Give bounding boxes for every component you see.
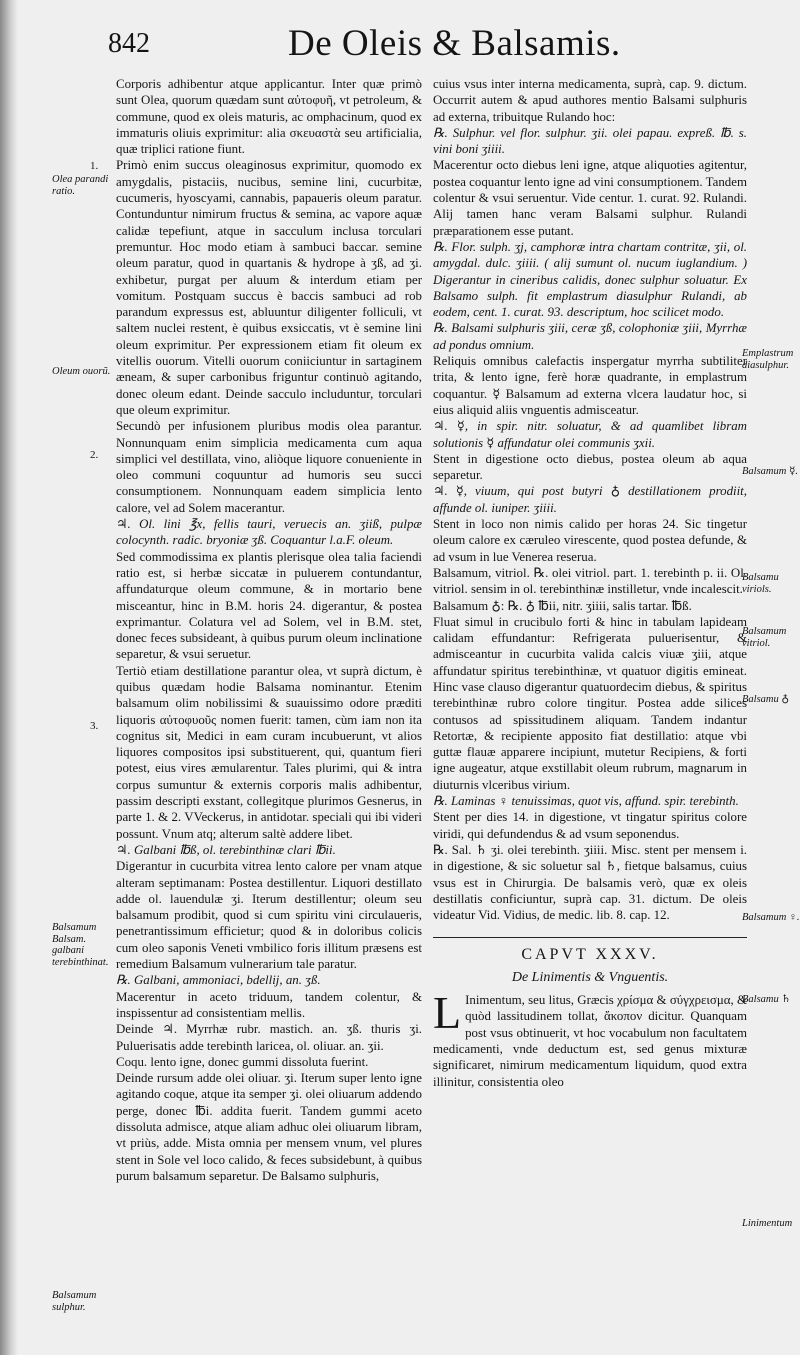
paragraph: Tertiò etiam destillatione parantur olea, vt suprà dictum, è quibus quædam hodie Balsama nominantur. Etenim balsamum olim nobilissimi & suauissimo odore præditi liquoris αὐτοφυοῦς nomen fuerit: tamen, cùm iam non ita cognitus sit, Medici in eam curam incubuerunt, vt alios liquores compositos ipsi substituerent, qui, quantum fieri potest, eius vires æmularentur. Tales plurimi, qui & intra corpus sumuntur & externis corporis malis adhibentur, passim descripti exstant, collegitque plurimos Gesnerus, in parte 1. & 2. VVeckerus, in antidotar. speciali qui ibi videri possunt. Vnum atq; alterum saltè addere libet.: [116, 663, 422, 841]
drop-cap: L: [433, 987, 462, 1039]
paragraph: Primò enim succus oleaginosus exprimitur, quomodo ex amygdalis, pistaciis, nucibus, semine lini, cucurbitæ, cucumeris, hyoscyami, cannabis, papaueris oleum paratur. Contunduntur nimirum fructus & semina, ac vapore aquæ calidæ tepefiunt, atque in sacculum inclusa torculari premuntur. Hoc modo etiam à sambuci baccar. semine oleum paratur, quod in quartanis & hydrope à ʒß, ad ʒi. exhibetur, purgat per aluum & interdum etiam per vomitum. Postquam succus è baccis sambuci ad rob parandum expressus est, abluuntur diligenter folliculi, vt saltem nuclei restent, è quibus exsiccatis, vt è semine lini oleum exprimitur. Per expressionem etiam fit oleum ex vitellis ouorum. Vitelli ouorum coniiciuntur in sartaginem æneam, & super carbonibus friguntur continuò agitando, donec oleum edant. Deinde sacculo includuntur, torculari que oleum exprimitur.: [116, 158, 422, 417]
recipe-line: ♃. Galbani ℔ß, ol. terebinthinæ clari ℔ii.: [116, 842, 336, 857]
margin-number-1: 1.: [90, 160, 99, 172]
margin-note-balsamum-mercurii: Balsamum ☿.: [742, 466, 799, 477]
chapter-opening-text: Inimentum, seu litus, Græcis χρίσμα & σύγχρεισμα, & quòd lassitudinem tollat, ἄκοπον dicitur. Quanquam post vsus obtinuerit, vt hoc vocabulum non facultatem medicamenti, vnde deductum est, sed genus mixturæ significaret, nimirum medicamentum liquidum, quod extra illinitur, consistentia oleo: [433, 993, 747, 1089]
margin-note-balsamum-sulphur: Balsamum sulphur.: [52, 1290, 97, 1313]
paragraph: Deinde ♃. Myrrhæ rubr. mastich. an. ʒß. thuris ʒi. Puluerisatis adde terebinth laricea, ol. oliuar. an. ʒii.: [116, 1022, 422, 1053]
margin-number-2: 2.: [90, 449, 99, 461]
margin-note-balsamum-veneris: Balsamum ♀.: [742, 912, 800, 923]
paragraph: Digerantur in cucurbita vitrea lento calore per vnam atque alteram septimanam: Postea destillentur. Liquori destillato adde ol. lauendulæ ʒi. Iterum destillentur; oleum seu balsamum prodibit, quod si cum spiritu vini circulaueris, penetrantissimum efficietur; quod & in doloribus colicis cum oleo saponis Veneti vmbilico foris illitum præsens est remedium Balsamum vulnerarium tale paratur.: [116, 859, 422, 972]
margin-note-balsamum-vitriol: Balsamum vitriol.: [742, 626, 787, 649]
left-text-column: [116, 76, 422, 1184]
margin-note-balsamum-viriol: Balsamu viriols.: [742, 572, 779, 595]
paragraph: cuius vsus inter interna medicamenta, suprà, cap. 9. dictum. Occurrit autem & apud authores mentio Balsami sulphuris ad externa, tribuitque Rulando hoc:: [433, 77, 747, 124]
paragraph: Sed commodissima ex plantis plerisque olea talia faciendi ratio est, si herbæ siccatæ in puluerem contundantur, affundaturque oleum commune, & in mortario bene misceantur, hinc in B.M. horis 24. digerantur, & postea exprimantur. Colatura vel ad Solem, vel in B.M. stet, donec feces subsideant, à quibus purum oleum inclinatione separetur, & vsui seruetur.: [116, 549, 422, 662]
recipe-line: ℞. Flor. sulph. ʒj, camphoræ intra chartam contritæ, ʒii, ol. amygdal. dulc. ʒiiii. ( alij sumunt ol. nucum iuglandium. ) Digerantur in cineribus calidis, donec sulphur soluatur. Ex Balsamo sulph. fit emplastrum diasulphur Rulandi, ab eodem, cent. 1. curat. 93. descriptum, hoc scilicet modo.: [433, 239, 747, 320]
paragraph: Stent in loco non nimis calido per horas 24. Sic tingetur oleum calore ex cæruleo virescente, quod postea defunde, & ad vsum in lue Venerea reserua.: [433, 517, 747, 564]
paragraph: Fluat simul in crucibulo forti & hinc in tabulam lapideam calidam effundantur: Refrigerata puluerisentur, & admisceantur in cucurbita valida calcis viuæ ʒiii, atque affundatur spiritus terebinthinæ, vt quatuor digitis emineat. Hinc vase clauso digerantur quatuordecim diebus, & spiritus terebinthinæ rubro colore tingitur. Postea adde silices contusos ad spissitudinem aliquam. Tandem indantur Retortæ, & recipiente apposito fiat destillatio: atque vbi guttæ flauæ apparere incipiunt, mutetur Recipiens, & forti igne augeatur, atque exstillabit oleum rubrum, magnarum in diuturnis vlceribus virium.: [433, 614, 747, 792]
margin-note-oleum-ouorum: Oleum ouorũ.: [52, 366, 111, 377]
recipe-line: ℞. Galbani, ammoniaci, bdellij, an. ʒß.: [116, 973, 321, 988]
recipe-line: ♃. ☿, viuum, qui post butyri ♁ destillationem prodiit, affunde ol. iuniper. ʒiiii.: [433, 484, 747, 515]
chapter-subtitle: De Linimentis & Vnguentis.: [511, 969, 669, 985]
margin-note-linimentum: Linimentum: [742, 1218, 793, 1229]
margin-note-balsamum-antimonii: Balsamu ♁: [742, 694, 790, 705]
margin-note-balsamum-saturni: Balsamu ♄: [742, 994, 791, 1005]
paragraph: Balsamum ♁: ℞. ♁ ℔ii, nitr. ʒiiii, salis tartar. ℔ß.: [433, 598, 692, 613]
paragraph: Balsamum, vitriol. ℞. olei vitriol. part. 1. terebinth p. ii. Ol. vitriol. sensim in ol. terebinthinæ instilletur, vnde incalescit.: [433, 565, 747, 597]
paragraph: Corporis adhibentur atque applicantur. Inter quæ primò sunt Olea, quorum quædam sunt αὐτοφυῆ, vt petroleum, & commune, quod ex oleis maturis, ac omphacinum, quod ex immaturis oliuis exprimitur: alia σκευαστὰ seu artificialia, quæ triplici ratione fiunt.: [116, 77, 422, 157]
recipe-line: ♃. Ol. lini ℥x, fellis tauri, veruecis an. ʒiiß, pulpæ colocynth. radic. bryoniæ ʒß. Coquantur l.a.F. oleum.: [116, 517, 422, 548]
recipe-line: ℞. Laminas ♀ tenuissimas, quot vis, affund. spir. terebinth.: [433, 794, 739, 809]
paragraph: Macerentur octo diebus leni igne, atque aliquoties agitentur, postea coquantur lento igne ad vini consumptionem. Tandem colentur & vsui seruentur. Vide centur. 1. curat. 92. Rulandi. Alij tamen hanc veram Balsami sulphur. Rulandi præparationem esse putant.: [433, 158, 747, 238]
paragraph: ℞. Sal. ♄ ʒi. olei terebinth. ʒiiii. Misc. stent per mensem i. in digestione, & sic soluetur sal ♄, fietque balsamus, cuius vsus est in Chirurgia. De balsamis verò, quæ ex oleis destillatis conficiuntur, suprà cap. 31. dictum. De oleis videatur Vid. Vidius, de medic. lib. 8. cap. 12.: [433, 842, 747, 923]
margin-note-emplastrum: Emplastrum diasulphur.: [742, 348, 794, 371]
paragraph: Deinde rursum adde olei oliuar. ʒi. Iterum super lento igne agitando coque, atque ita semper ʒi. olei oliuarum addendo perge, donec ℔i. addita fuerit. Tandem gummi aceto dissoluta admisce, atque aliam adhuc olei oliuarum libram, vt priùs, adde. Mista omnia per mensem vnum, vel plures stent in Sole vel loco calido, & feces subsidebunt, à quibus purum balsamum separetur. De Balsamo sulphuris,: [116, 1071, 422, 1183]
recipe-line: ♃. ☿, in spir. nitr. soluatur, & ad quamlibet libram solutionis ☿ affundatur olei communis ʒxii.: [433, 419, 747, 450]
paragraph: Stent in digestione octo diebus, postea oleum ab aqua separetur.: [433, 451, 747, 483]
paragraph: Stent per dies 14. in digestione, vt tingatur spiritus colore viridi, qui defundendus & ad vsum seponendus.: [433, 810, 747, 841]
margin-number-3: 3.: [90, 720, 99, 732]
margin-note-olea-parandi: Olea parandi ratio.: [52, 174, 109, 197]
right-text-column: [433, 76, 747, 1090]
recipe-line: ℞. Sulphur. vel flor. sulphur. ʒii. olei papau. expreß. ℔. s. vini boni ʒiiii.: [433, 125, 747, 157]
chapter-opening: [433, 987, 747, 1090]
section-divider: [433, 937, 747, 938]
paragraph: Secundò per infusionem pluribus modis olea parantur. Nonnunquam enim simplicia medicamenta cum aqua simplici vel destillata, vino, aliòque liquore conueniente in oleo communi coquuntur ad humoris seu succi consumptionem. Nonnunquam eadem simplicia lento calore, vel ad Solem macerantur.: [116, 419, 422, 515]
scan-shadow-edge: [0, 0, 18, 1355]
page-header: [108, 22, 621, 72]
running-title: De Oleis & Balsamis.: [288, 23, 621, 64]
recipe-line: ℞. Balsami sulphuris ʒiii, ceræ ʒß, colophoniæ ʒiii, Myrrhæ ad pondus omnium.: [433, 321, 747, 352]
margin-note-balsamum-galbani: Balsamum Balsam. galbani terebinthinat.: [52, 922, 109, 968]
page-number: 842: [108, 28, 150, 59]
chapter-heading: CAPVT XXXV.: [521, 946, 659, 964]
paragraph: Coqu. lento igne, donec gummi dissoluta fuerint.: [116, 1054, 369, 1069]
paragraph: Macerentur in aceto triduum, tandem colentur, & inspissentur ad consistentiam mellis.: [116, 989, 422, 1020]
paragraph: Reliquis omnibus calefactis inspergatur myrrha subtiliter trita, & lento igne, ferè horæ quadrante, in emplastrum coquantur. ☿ Balsamum ad externa vlcera laudatur hoc, si eius aliquid aliis vnguentis admisceatur.: [433, 354, 747, 417]
